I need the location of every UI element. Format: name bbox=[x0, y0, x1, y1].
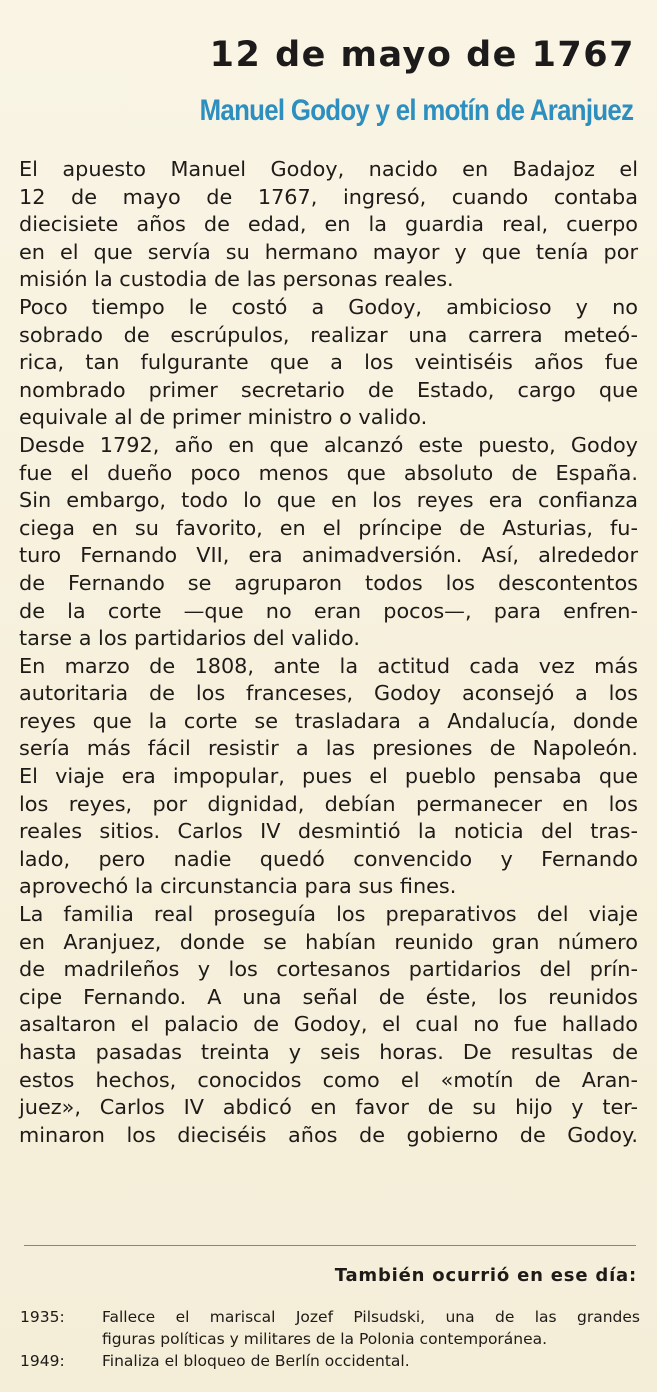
text-line: estos hechos, conocidos como el «motín de Aran- bbox=[19, 1067, 638, 1092]
text-line: reyes que la corte se trasladara a Andalucía, donde bbox=[19, 708, 638, 733]
text-line: El apuesto Manuel Godoy, nacido en Badajoz el bbox=[19, 157, 638, 181]
text-line: los reyes, por dignidad, debían permanecer en los bbox=[19, 791, 638, 816]
text-line: Poco tiempo le costó a Godoy, ambicioso y no bbox=[19, 294, 638, 319]
text-line: La familia real proseguía los preparativos del viaje bbox=[19, 902, 638, 927]
text-line: de Fernando se agruparon todos los descontentos bbox=[19, 570, 638, 595]
event-line: figuras políticas y militares de la Polonia contemporánea. bbox=[102, 1330, 548, 1348]
text-line: sobrado de escrúpulos, realizar una carrera meteó- bbox=[19, 322, 638, 347]
text-line: sería más fácil resistir a las presiones de Napoleón. bbox=[19, 736, 638, 761]
event-line: Fallece el mariscal Jozef Pilsudski, una de las grandes bbox=[102, 1308, 640, 1326]
text-line: hasta pasadas treinta y seis horas. De resultas de bbox=[19, 1040, 638, 1064]
text-line: 12 de mayo de 1767, ingresó, cuando contaba bbox=[19, 184, 638, 209]
text-line: tarse a los partidarios del valido. bbox=[19, 626, 361, 651]
events-list bbox=[20, 1306, 640, 1372]
text-line: En marzo de 1808, ante la actitud cada vez más bbox=[19, 653, 638, 678]
text-line: autoritaria de los franceses, Godoy aconsejó a los bbox=[19, 681, 638, 706]
text-line: en el que servía su hermano mayor y que tenía por bbox=[19, 239, 638, 264]
section-divider bbox=[24, 1245, 636, 1246]
text-line: en Aranjuez, donde se habían reunido gran número bbox=[19, 929, 638, 954]
text-line: minaron los dieciséis años de gobierno de Godoy. bbox=[19, 1122, 638, 1147]
text-line: lado, pero nadie quedó convencido y Fernando bbox=[19, 846, 638, 871]
text-line: cipe Fernando. A una señal de éste, los reunidos bbox=[19, 984, 638, 1009]
event-item bbox=[20, 1306, 640, 1350]
text-line: nombrado primer secretario de Estado, cargo que bbox=[19, 377, 638, 402]
event-year: 1935: bbox=[20, 1308, 65, 1326]
text-line: Desde 1792, año en que alcanzó este puesto, Godoy bbox=[19, 432, 638, 457]
text-line: fue el dueño poco menos que absoluto de España. bbox=[19, 460, 638, 485]
text-line: juez», Carlos IV abdicó en favor de su hijo y ter- bbox=[19, 1095, 638, 1120]
event-item bbox=[20, 1350, 640, 1372]
text-line: reales sitios. Carlos IV desmintió la noticia del tras- bbox=[19, 819, 638, 844]
text-line: de la corte —que no eran pocos—, para enfren- bbox=[19, 598, 638, 623]
text-line: misión la custodia de las personas reales. bbox=[19, 267, 454, 292]
page-title: 12 de mayo de 1767 bbox=[209, 35, 635, 75]
text-line: El viaje era impopular, pues el pueblo pensaba que bbox=[19, 764, 638, 789]
text-line: ciega en su favorito, en el príncipe de Asturias, fu- bbox=[19, 515, 638, 540]
text-line: equivale al de primer ministro o valido. bbox=[19, 405, 428, 430]
article-body bbox=[19, 156, 638, 1149]
text-line: Sin embargo, todo lo que en los reyes era confianza bbox=[19, 488, 638, 513]
text-line: turo Fernando VII, era animadversión. Así, alrededor bbox=[19, 543, 638, 568]
event-year: 1949: bbox=[20, 1352, 65, 1370]
event-line: Finaliza el bloqueo de Berlín occidental. bbox=[102, 1352, 410, 1370]
also-heading: También ocurrió en ese día: bbox=[334, 1265, 637, 1286]
event-text bbox=[102, 1350, 640, 1372]
event-text bbox=[102, 1306, 640, 1350]
text-line: diecisiete años de edad, en la guardia real, cuerpo bbox=[19, 212, 638, 237]
text-line: asaltaron el palacio de Godoy, el cual no fue hallado bbox=[19, 1012, 638, 1037]
text-line: aprovechó la circunstancia para sus fines. bbox=[19, 874, 457, 899]
text-line: rica, tan fulgurante que a los veintiséis años fue bbox=[19, 350, 638, 375]
text-line: de madrileños y los cortesanos partidarios del prín- bbox=[19, 957, 638, 982]
article-subtitle: Manuel Godoy y el motín de Aranjuez bbox=[199, 94, 633, 127]
